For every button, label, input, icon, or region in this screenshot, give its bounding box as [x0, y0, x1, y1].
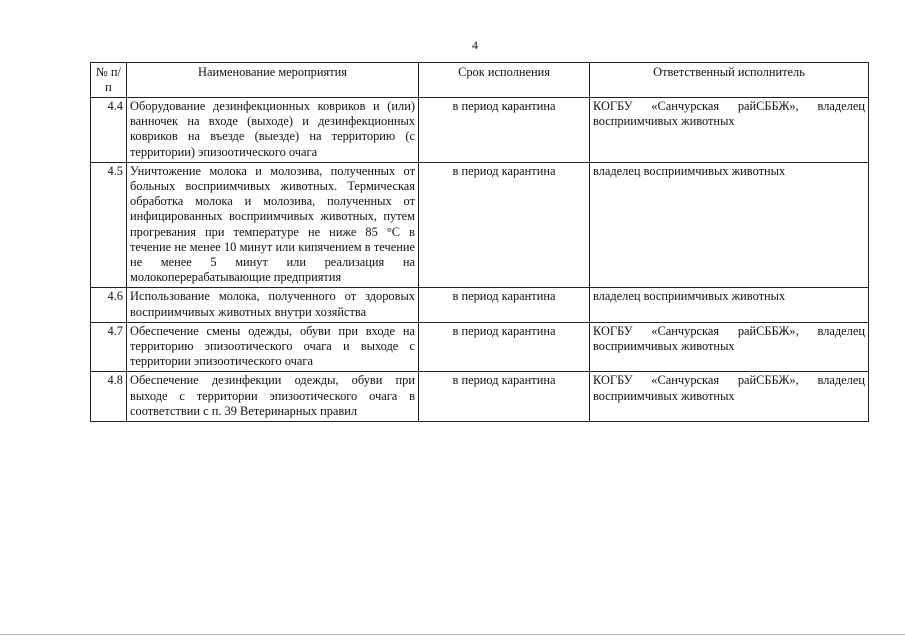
table-row: [91, 372, 869, 422]
header-num: [91, 63, 127, 98]
row-term: в период карантина: [419, 322, 590, 372]
row-num: 4.8: [91, 372, 127, 422]
row-name: Обеспечение смены одежды, обуви при входе на территорию эпизоотического очага и выходе с территории эпизоотического очага: [127, 322, 419, 372]
table-row: [91, 98, 869, 163]
row-term: в период карантина: [419, 372, 590, 422]
table-header-row: [91, 63, 869, 98]
header-term-label: Срок исполнения: [458, 65, 550, 79]
row-responsible: КОГБУ «Санчурская райСББЖ», владелец восприимчивых животных: [590, 98, 869, 163]
bottom-divider: [0, 634, 905, 635]
row-num: 4.6: [91, 288, 127, 322]
row-num: 4.5: [91, 162, 127, 288]
row-term: в период карантина: [419, 98, 590, 163]
row-name: Обеспечение дезинфекции одежды, обуви при выходе с территории эпизоотического очага в соответствии с п. 39 Ветеринарных правил: [127, 372, 419, 422]
row-name: Использование молока, полученного от здоровых восприимчивых животных внутри хозяйства: [127, 288, 419, 322]
header-name: [127, 63, 419, 98]
row-num: 4.7: [91, 322, 127, 372]
measures-table: [90, 62, 869, 422]
header-responsible: [590, 63, 869, 98]
row-name: Уничтожение молока и молозива, полученных от больных восприимчивых животных. Термическая обработка молока и молозива, полученных от инфицированных восприимчивых животных, путем прогревания при температуре не ниже 85 °С в течение не менее 10 минут или кипячением в течение не менее 5 минут или реализация на молокоперерабатывающие предприятия: [127, 162, 419, 288]
row-num: 4.4: [91, 98, 127, 163]
row-responsible: владелец восприимчивых животных: [590, 288, 869, 322]
header-term: [419, 63, 590, 98]
header-name-label: Наименование мероприятия: [198, 65, 347, 79]
page-number: 4: [472, 38, 478, 52]
table-row: [91, 288, 869, 322]
row-term: в период карантина: [419, 288, 590, 322]
row-responsible: владелец восприимчивых животных: [590, 162, 869, 288]
header-responsible-label: Ответственный исполнитель: [653, 65, 805, 79]
row-name: Оборудование дезинфекционных ковриков и (или) ванночек на входе (выходе) и дезинфекционных ковриков на въезде (выезде) на территорию (с территории) эпизоотического очага: [127, 98, 419, 163]
row-responsible: КОГБУ «Санчурская райСББЖ», владелец восприимчивых животных: [590, 322, 869, 372]
row-term: в период карантина: [419, 162, 590, 288]
header-num-label: № п/п: [96, 65, 121, 94]
table-row: [91, 162, 869, 288]
row-responsible: КОГБУ «Санчурская райСББЖ», владелец восприимчивых животных: [590, 372, 869, 422]
table-row: [91, 322, 869, 372]
